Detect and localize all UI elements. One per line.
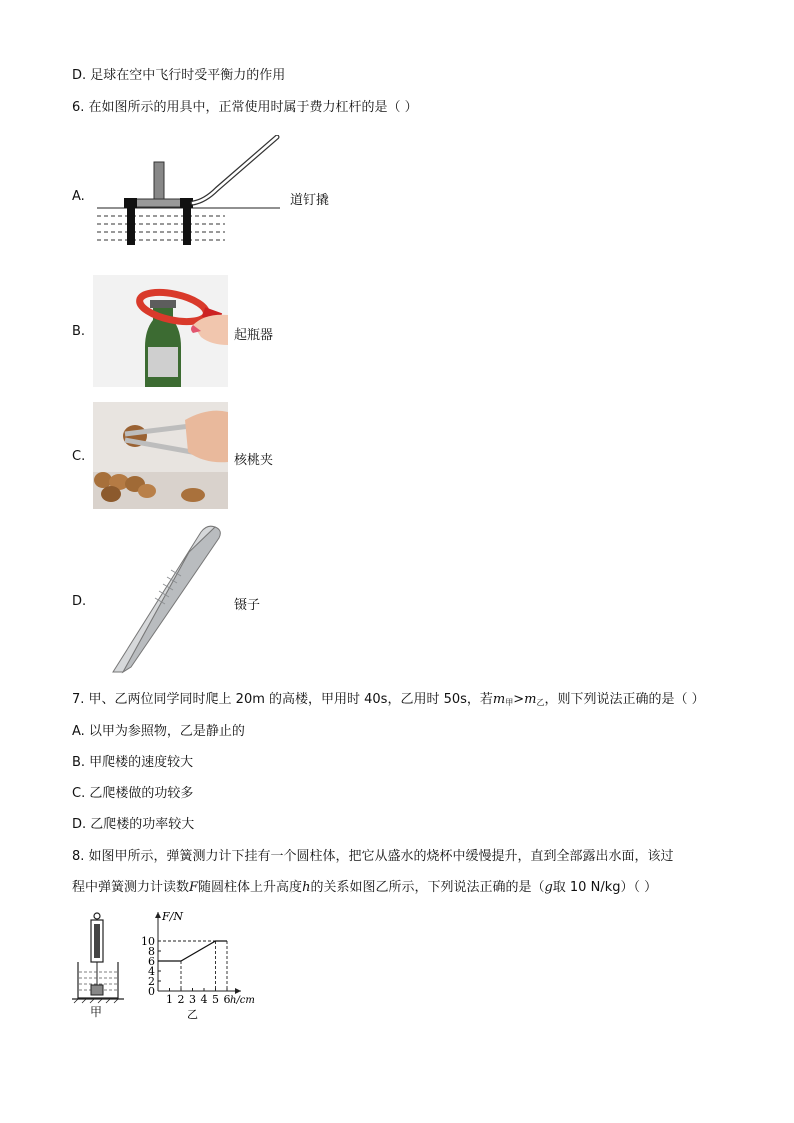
series-line (158, 941, 227, 961)
q7-stem-tail: ，则下列说法正确的是（ ） (544, 692, 705, 707)
force-height-graph-svg (140, 908, 270, 1028)
figure-yi-caption: 乙 (187, 1008, 198, 1021)
q6-option-c-name: 核桃夹 (234, 453, 274, 468)
q8-symbol-f: F (189, 880, 199, 895)
bottle-opener-photo (93, 275, 228, 387)
x-axis-arrow (235, 988, 241, 994)
figure-jia-caption: 甲 (90, 1005, 103, 1019)
q6-option-b-name: 起瓶器 (234, 328, 274, 343)
q5-option-d: D. 足球在空中飞行时受平衡力的作用 (72, 68, 286, 83)
q6-stem: 6. 在如图所示的用具中，正常使用时属于费力杠杆的是（ ） (72, 100, 418, 115)
x-tick-label: 1 (166, 993, 173, 1006)
force-height-graph (140, 908, 270, 1028)
y-tick-label: 8 (148, 945, 155, 958)
q7-subscript-jia: 甲 (505, 698, 514, 707)
q8-line2-part-b: 随圆柱体上升高度 (198, 880, 303, 895)
q7-option-b: B. 甲爬楼的速度较大 (72, 755, 194, 770)
q8-line2-part-c: 的关系如图乙所示，下列说法正确的是（ (310, 880, 545, 895)
spike-pry-bar-diagram (95, 135, 285, 250)
tweezers-photo (103, 522, 228, 682)
q6-option-d-name: 镊子 (234, 598, 261, 613)
x-tick-label: 5 (212, 993, 219, 1006)
y-axis-arrow (155, 912, 161, 918)
y-tick-label: 6 (148, 955, 155, 968)
y-tick-label: 4 (148, 965, 155, 978)
q7-option-a: A. 以甲为参照物，乙是静止的 (72, 724, 245, 739)
q7-option-d: D. 乙爬楼的功率较大 (72, 817, 195, 832)
x-tick-label: 4 (200, 993, 208, 1006)
q8-stem-line1: 8. 如图甲所示，弹簧测力计下挂有一个圆柱体，把它从盛水的烧杯中缓慢提升，直到全部露出水面，该过 (72, 849, 674, 864)
q6-option-a-name: 道钉撬 (290, 193, 330, 208)
x-tick-label: 2 (177, 993, 185, 1006)
q7-m-symbol: m (492, 692, 506, 707)
y-tick-label: 2 (148, 975, 155, 988)
q8-symbol-g: g (544, 880, 553, 895)
q6-option-d-letter: D. (72, 594, 87, 609)
q7-stem (72, 691, 705, 712)
q8-line2-part-a: 程中弹簧测力计读数 (72, 880, 190, 895)
q6-option-a-letter: A. (72, 189, 85, 204)
q7-greater-than: > (513, 692, 525, 707)
q7-m-symbol-2: m (524, 692, 537, 707)
nutcracker-photo (93, 402, 228, 509)
q6-option-c-letter: C. (72, 449, 86, 464)
q7-stem-text: 7. 甲、乙两位同学同时爬上 20m 的高楼，甲用时 40s，乙用时 50s，若 (72, 692, 493, 707)
q7-option-c: C. 乙爬楼做的功较多 (72, 786, 194, 801)
q7-subscript-yi: 乙 (536, 698, 545, 707)
x-tick-label: 3 (189, 993, 196, 1006)
q8-stem-line2 (72, 879, 657, 897)
q8-line2-part-d: 取 10 N/kg）（ ） (552, 880, 658, 895)
x-tick-label: 6 (223, 993, 231, 1006)
q8-symbol-h: h (302, 880, 311, 895)
y-tick-label: 0 (148, 985, 155, 998)
q6-option-b-letter: B. (72, 324, 86, 339)
x-axis-label: h/cm (230, 995, 255, 1006)
y-tick-label: 10 (141, 935, 155, 948)
y-axis-label: F/N (162, 910, 183, 923)
